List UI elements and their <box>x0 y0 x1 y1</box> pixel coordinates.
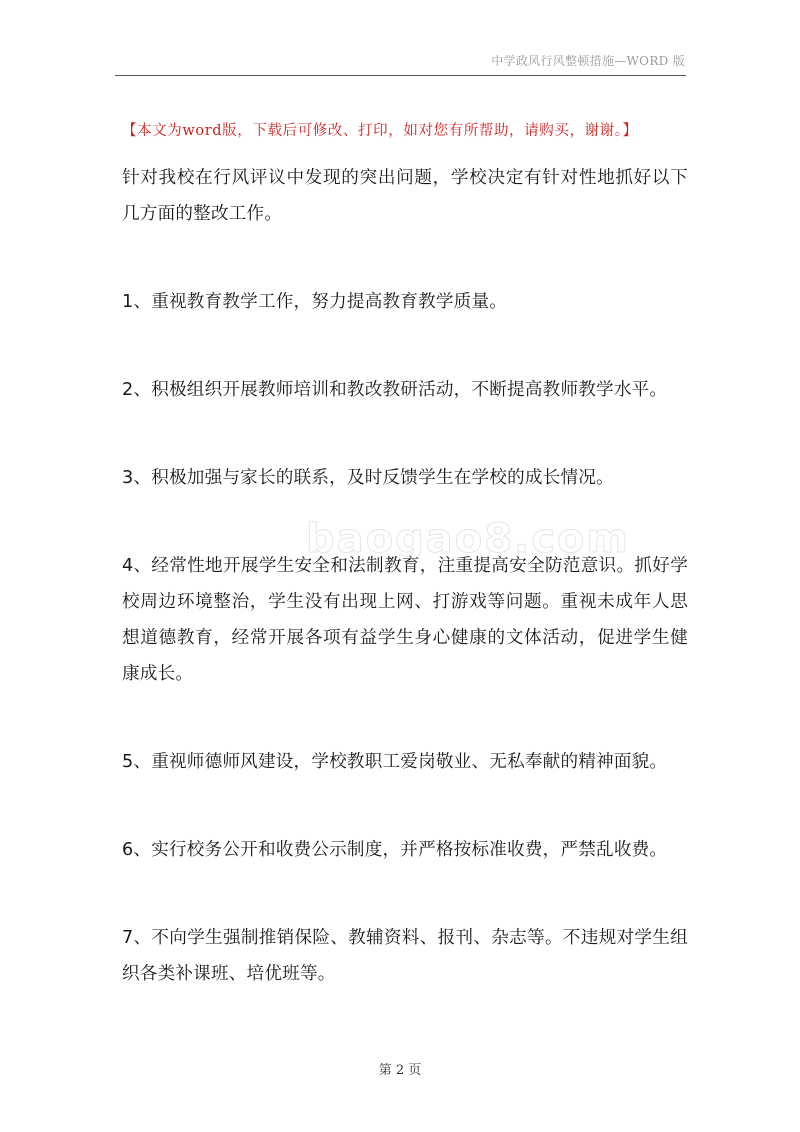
item-paragraph-7: 7、不向学生强制推销保险、教辅资料、报刊、杂志等。不违规对学生组织各类补课班、培优班等。 <box>122 928 688 984</box>
intro-paragraph: 针对我校在行风评议中发现的突出问题，学校决定有针对性地抓好以下几方面的整改工作。 <box>122 168 688 224</box>
item-paragraph-6: 6、实行校务公开和收费公示制度，并严格按标准收费，严禁乱收费。 <box>122 840 668 860</box>
document-body <box>122 160 688 992</box>
item-paragraph-3: 3、积极加强与家长的联系，及时反馈学生在学校的成长情况。 <box>122 468 614 488</box>
header-divider <box>115 75 686 76</box>
item-paragraph-5: 5、重视师德师风建设，学校教职工爱岗敬业、无私奉献的精神面貌。 <box>122 752 668 772</box>
item-paragraph-4: 4、经常性地开展学生安全和法制教育，注重提高安全防范意识。抓好学校周边环境整治，学生没有出现上网、打游戏等问题。重视未成年人思想道德教育，经常开展各项有益学生身心健康的文体活动，促进学生健康成长。 <box>122 556 688 684</box>
item-paragraph-1: 1、重视教育教学工作，努力提高教育教学质量。 <box>122 292 508 312</box>
page-number: 第 2 页 <box>378 1063 422 1078</box>
item-paragraph-2: 2、积极组织开展教师培训和教改教研活动，不断提高教师教学水平。 <box>122 380 668 400</box>
watermark: baogao8.com <box>306 516 631 562</box>
running-header: 中学政风行风整顿措施—WORD 版 <box>491 54 685 68</box>
download-notice: 【本文为word版，下载后可修改、打印，如对您有所帮助，请购买，谢谢。】 <box>122 123 638 139</box>
